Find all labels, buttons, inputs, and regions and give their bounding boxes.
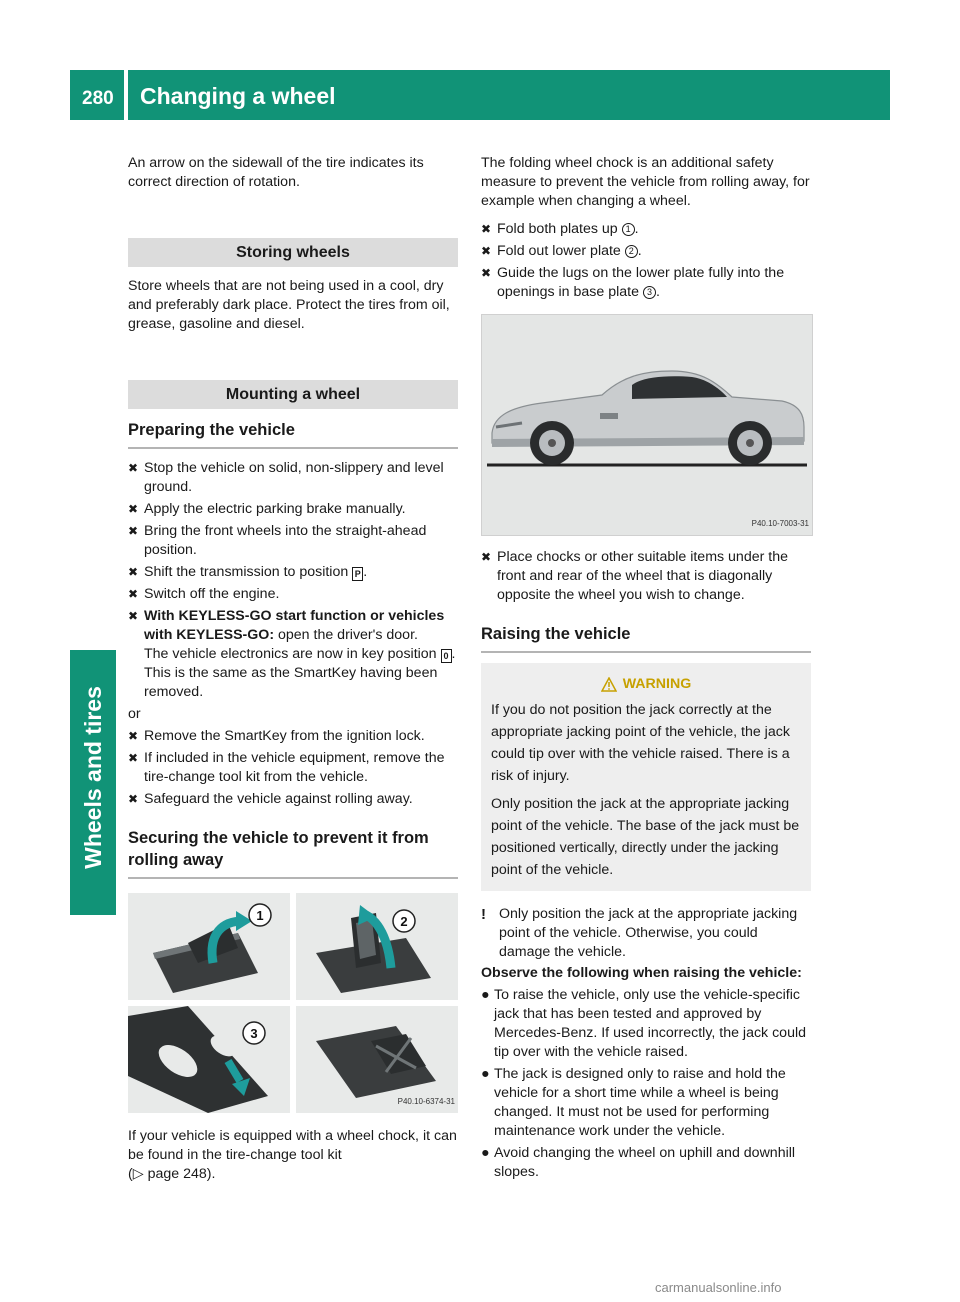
note-item: ! Only position the jack at the appropriate jacking point of the vehicle. Otherwise, you could damage the vehicle. bbox=[481, 906, 798, 960]
warning-header bbox=[491, 673, 801, 695]
bullet-icon: ● bbox=[481, 1066, 490, 1082]
storing-paragraph: Store wheels that are not being used in a cool, dry and preferably dark place. Protect the tires from oil, grease, gasoline and diesel. bbox=[128, 278, 450, 332]
arrow-marker-icon: ✖ bbox=[128, 524, 139, 538]
side-tab-label-wrap bbox=[70, 650, 116, 905]
step-item: ✖ Bring the front wheels into the straight-ahead position. bbox=[128, 523, 427, 558]
mounting-heading: Mounting a wheel bbox=[128, 380, 458, 409]
step-item: ✖ Fold out lower plate 2 . bbox=[481, 243, 642, 259]
step-item: ✖ Fold both plates up 1 . bbox=[481, 221, 639, 237]
wheel-chock-figure bbox=[128, 893, 458, 1113]
bullet-item: ● To raise the vehicle, only use the vehicle-specific jack that has been tested and approved by Mercedes-Benz. If used incorrectly, the jack could tip over with the vehicle raised. bbox=[481, 987, 806, 1060]
watermark: carmanualsonline.info bbox=[655, 1280, 782, 1295]
step-item: ✖ Safeguard the vehicle against rolling away. bbox=[128, 791, 413, 807]
step-item: ✖ Shift the transmission to position P . bbox=[128, 564, 368, 580]
right-column bbox=[481, 154, 811, 1185]
arrow-marker-icon: ✖ bbox=[128, 502, 139, 516]
warning-title: WARNING bbox=[622, 676, 692, 692]
arrow-marker-icon: ✖ bbox=[128, 609, 139, 623]
step-item: ✖ Guide the lugs on the lower plate fully into the openings in base plate 3 . bbox=[481, 265, 785, 300]
circled-number: 1 bbox=[622, 223, 635, 236]
callout-2: 2 bbox=[400, 914, 408, 929]
storing-heading: Storing wheels bbox=[128, 238, 458, 267]
circled-number: 2 bbox=[625, 245, 638, 258]
bullet-item: ● Avoid changing the wheel on uphill and downhill slopes. bbox=[481, 1145, 796, 1180]
arrow-marker-icon: ✖ bbox=[481, 266, 492, 280]
arrow-marker-icon: ✖ bbox=[128, 565, 139, 579]
chock-location-paragraph: If your vehicle is equipped with a wheel chock, it can be found in the tire-change tool kit (▷ page 248). bbox=[128, 1128, 457, 1182]
park-position-glyph: P bbox=[352, 567, 363, 581]
callout-1: 1 bbox=[256, 908, 264, 923]
warning-box bbox=[481, 663, 811, 891]
warning-paragraph-2: Only position the jack at the appropriate jacking point of the vehicle. The base of the jack must be positioned vertically, directly under the jacking point of the vehicle. bbox=[491, 796, 800, 878]
step-item: ✖ If included in the vehicle equipment, remove the tire-change tool kit from the vehicle. bbox=[128, 750, 445, 785]
step-item: ✖ Stop the vehicle on solid, non-slippery and level ground. bbox=[128, 460, 444, 495]
step-item: ✖ Switch off the engine. bbox=[128, 586, 280, 602]
callout-3: 3 bbox=[250, 1026, 258, 1041]
arrow-marker-icon: ✖ bbox=[481, 222, 492, 236]
header-divider bbox=[124, 70, 128, 120]
chock-figure-code: P40.10-6374-31 bbox=[397, 1097, 455, 1106]
circled-number: 3 bbox=[643, 286, 656, 299]
step-item: ✖ Remove the SmartKey from the ignition lock. bbox=[128, 728, 425, 744]
step-item: ✖ Place chocks or other suitable items under the front and rear of the wheel that is diagonally opposite the wheel you wish to change. bbox=[481, 549, 788, 603]
arrow-marker-icon: ✖ bbox=[481, 550, 492, 564]
chock-panel-2 bbox=[296, 893, 458, 1000]
left-column bbox=[128, 154, 458, 1184]
chock-intro-paragraph: The folding wheel chock is an additional safety measure to prevent the vehicle from rolling away, for example when changing a wheel. bbox=[481, 155, 810, 209]
raising-subhead: Raising the vehicle bbox=[481, 623, 811, 653]
observe-heading: Observe the following when raising the vehicle: bbox=[481, 965, 802, 981]
page-number: 280 bbox=[82, 88, 114, 109]
car-figure bbox=[481, 314, 813, 536]
or-text: or bbox=[128, 706, 141, 722]
arrow-marker-icon: ✖ bbox=[128, 587, 139, 601]
chock-panel-1 bbox=[128, 893, 290, 1000]
intro-paragraph: An arrow on the sidewall of the tire indicates its correct direction of rotation. bbox=[128, 155, 424, 190]
step-item: ✖ With KEYLESS-GO start function or vehicles with KEYLESS-GO: open the driver's door. The vehicle electronics are now in key position 0 . This is the same as the SmartKey having been removed. bbox=[128, 608, 456, 700]
chock-panel-3 bbox=[128, 1006, 290, 1113]
car-illustration bbox=[482, 315, 812, 535]
bullet-icon: ● bbox=[481, 1145, 490, 1161]
warning-triangle-icon bbox=[601, 677, 617, 692]
preparing-subhead: Preparing the vehicle bbox=[128, 419, 458, 449]
car-figure-code: P40.10-7003-31 bbox=[751, 519, 809, 528]
arrow-marker-icon: ✖ bbox=[128, 461, 139, 475]
bullet-icon: ● bbox=[481, 987, 490, 1003]
arrow-marker-icon: ✖ bbox=[128, 792, 139, 806]
bullet-item: ● The jack is designed only to raise and hold the vehicle for a short time while a wheel is being changed. It must not be used for performing maintenance work under the vehicle. bbox=[481, 1066, 786, 1139]
exclamation-icon: ! bbox=[481, 906, 486, 923]
warning-paragraph-1: If you do not position the jack correctly at the appropriate jacking point of the vehicle, the jack could tip over with the vehicle raised. There is a risk of injury. bbox=[491, 702, 790, 784]
page-reference[interactable]: (▷ page 248). bbox=[128, 1166, 216, 1182]
side-tab-label: Wheels and tires bbox=[79, 686, 106, 869]
arrow-marker-icon: ✖ bbox=[128, 729, 139, 743]
arrow-marker-icon: ✖ bbox=[481, 244, 492, 258]
chock-panel-4 bbox=[296, 1006, 458, 1113]
step-item: ✖ Apply the electric parking brake manually. bbox=[128, 501, 406, 517]
section-title: Changing a wheel bbox=[140, 83, 336, 109]
arrow-marker-icon: ✖ bbox=[128, 751, 139, 765]
securing-subhead: Securing the vehicle to prevent it from rolling away bbox=[128, 827, 458, 879]
key-position-glyph: 0 bbox=[441, 649, 452, 663]
